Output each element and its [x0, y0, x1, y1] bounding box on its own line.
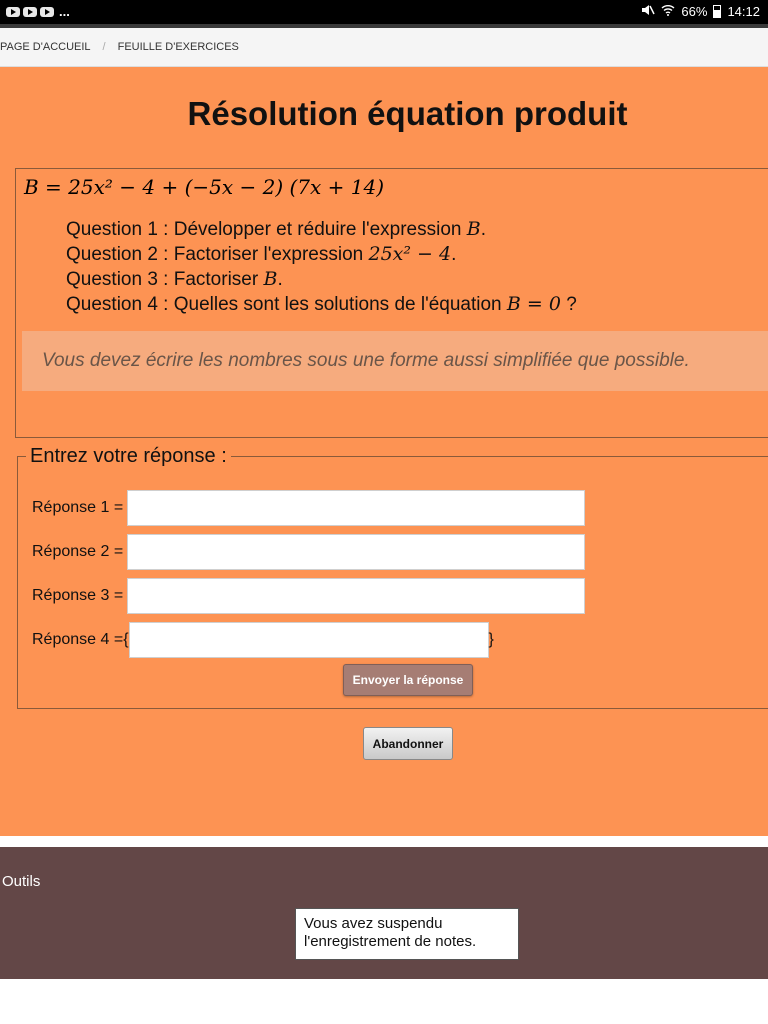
submit-answer-button[interactable]: Envoyer la réponse: [343, 664, 473, 696]
answer-3-input[interactable]: [127, 578, 585, 614]
page-title: Résolution équation produit: [187, 95, 628, 132]
battery-percent: 66%: [681, 4, 708, 19]
open-brace: {: [123, 631, 129, 648]
youtube-notification-icon: [23, 7, 37, 17]
tools-label: Outils: [2, 873, 41, 890]
simplification-hint: Vous devez écrire les nombres sous une forme aussi simplifiée que possible.: [22, 331, 768, 391]
question-2: Question 2 : Factoriser l'expression 25x² − 4.: [66, 243, 457, 265]
abandon-button[interactable]: Abandonner: [363, 727, 453, 760]
exercise-area: [0, 67, 768, 836]
question-4: Question 4 : Quelles sont les solutions de l'équation B = 0 ?: [66, 293, 577, 315]
answer-1-label: Réponse 1 =: [32, 499, 124, 516]
breadcrumb-home-link[interactable]: PAGE D'ACCUEIL: [0, 41, 91, 53]
answer-row-4: [32, 622, 494, 658]
mute-icon: [641, 4, 655, 19]
more-notifications-indicator: ...: [59, 4, 70, 19]
youtube-notification-icon: [6, 7, 20, 17]
youtube-notification-icon: [40, 7, 54, 17]
breadcrumb: [0, 28, 768, 67]
answer-3-label: Réponse 3 =: [32, 587, 124, 604]
status-bar: [0, 0, 768, 24]
answer-row-3: [32, 578, 585, 614]
answer-1-input[interactable]: [127, 490, 585, 526]
answer-2-input[interactable]: [127, 534, 585, 570]
expression-formula: B = 25x² − 4 + (−5x − 2) (7x + 14): [24, 175, 385, 199]
question-1: Question 1 : Développer et réduire l'expression B.: [66, 218, 486, 240]
answer-4-label: Réponse 4 =: [32, 631, 124, 648]
answer-row-1: [32, 490, 585, 526]
answer-form-legend: Entrez votre réponse :: [30, 445, 227, 467]
battery-icon: [713, 5, 721, 18]
answer-2-label: Réponse 2 =: [32, 543, 124, 560]
question-list: [66, 217, 577, 317]
clock: 14:12: [727, 4, 760, 19]
breadcrumb-separator: /: [102, 41, 106, 53]
breadcrumb-current[interactable]: FEUILLE D'EXERCICES: [117, 41, 239, 53]
wifi-icon: [661, 4, 675, 19]
question-3: Question 3 : Factoriser B.: [66, 268, 283, 290]
close-brace: }: [488, 631, 494, 648]
answer-row-2: [32, 534, 585, 570]
grading-suspended-notice: Vous avez suspendu l'enregistrement de notes.: [295, 908, 519, 960]
tools-panel: [0, 847, 768, 979]
answer-4-input[interactable]: [129, 622, 489, 658]
question-box: [15, 168, 768, 438]
